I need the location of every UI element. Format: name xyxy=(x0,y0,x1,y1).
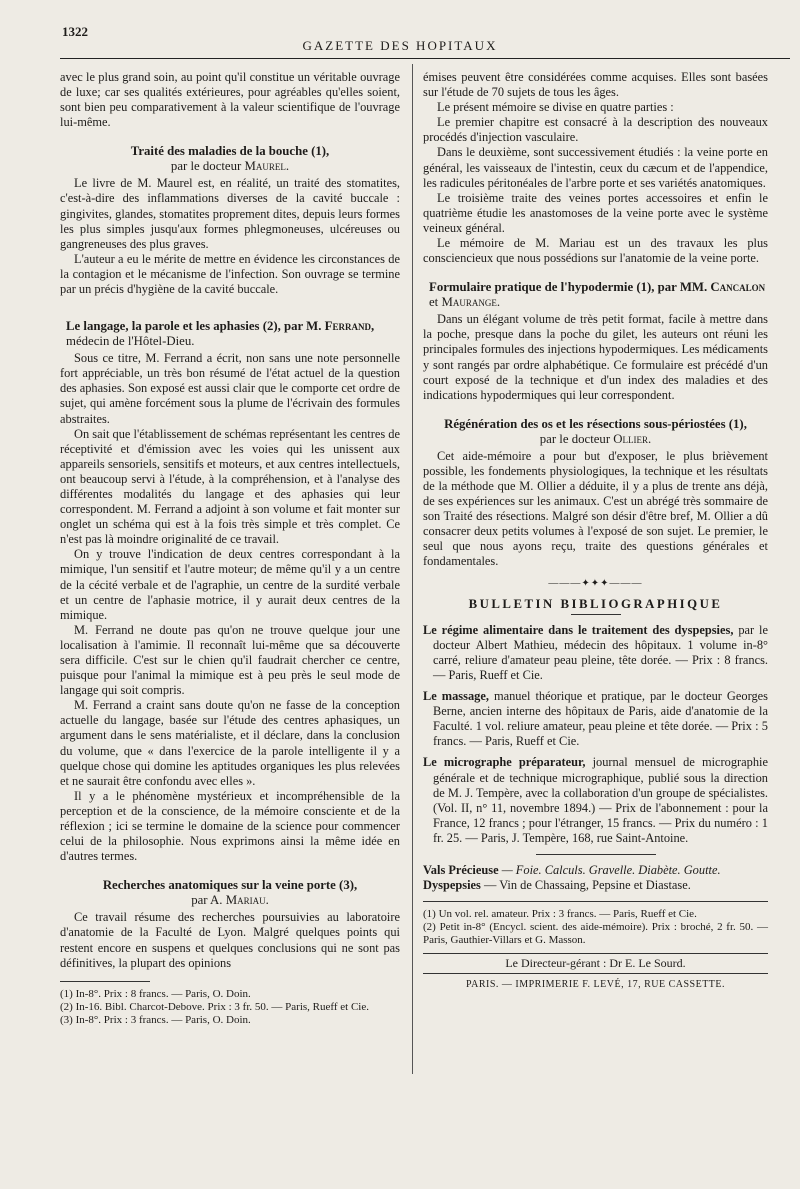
paragraph: M. Ferrand a craint sans doute qu'on ne fasse de la conception actuelle du langage, basée sur l'étude des centres aphasiques, un argument dans le sens matérialiste, et il déclare, dans la conclusion du volume, que « dans l'exercice de la parole intelligente il y a quelque chose qui domine les aptitudes organiques les plus relevées et ne saurait être confondu avec elles ». xyxy=(60,698,400,788)
author-name: Mariau xyxy=(225,893,266,908)
paragraph: Dans le deuxième, sont successivement étudiés : la veine porte en général, les vaisseaux de l'intestin, ceux du cæcum et de l'appendice, les radicules péritonéales de l'arbre porte et ses variétés anatomiques. xyxy=(423,145,768,190)
paragraph: On y trouve l'indication de deux centres correspondant à la mimique, l'un sensitif et l'autre moteur; de même qu'il y a un centre de la cécité verbale et de l'agraphie, un centre de la surdité verbale et un centre de l'aphasie motrice, il y aurait deux centres de la mimique. xyxy=(60,547,400,622)
author-name: Ferrand xyxy=(324,319,371,334)
paragraph: On sait que l'établissement de schémas représentant les centres de réceptivité et d'émission avec les voies qui les unissent aux appareils sensoriels, sensitifs et moteurs, et aux centres intellectuels, ont beaucoup servi à l'étude, à la compréhension, et à l'analyse des différentes modalités du langage et des aphasies qui leur correspondent. M. Ferrand a adjoint à son volume et fait monter sur onglet un schéma qui est à la fois très simple et très complet. Ce n'est pas là moindre originalité de ce travail. xyxy=(60,426,400,547)
bulletin-rule xyxy=(571,614,621,615)
paragraph: Dans un élégant volume de très petit format, facile à mettre dans la poche, presque dans la poche du gilet, les auteurs ont réuni les principales formules des injections hypodermiques. Les médicaments y sont rangés par ordre alphabétique. Ce formulaire est précédé d'un court exposé de la technique et d'un index des maladies et des indications hypodermiques qui leur correspondent. xyxy=(423,312,768,402)
advertisement-line: Vals Précieuse — Foie. Calculs. Gravelle. Diabète. Goutte. xyxy=(423,863,721,878)
paragraph: Le troisième traite des veines portes accessoires et enfin le quatrième étudie les anastomoses de la veine porte avec le système veineux général. xyxy=(423,190,768,235)
author-name: Ollier xyxy=(613,431,649,446)
running-title: GAZETTE DES HOPITAUX xyxy=(302,38,498,53)
bulletin-title: BULLETIN BIBLIOGRAPHIQUE xyxy=(468,596,723,611)
footnote: (2) Petit in-8° (Encycl. scient. des aide-mémoire). Prix : broché, 2 fr. 50. — Paris, Gauthier-Villars et G. Masson. xyxy=(423,921,768,947)
section-heading-bouche: Traité des maladies de la bouche (1), par le docteur Maurel. xyxy=(130,144,330,174)
footnote: (2) In-16. Bibl. Charcot-Debove. Prix : 3 fr. 50. — Paris, Rueff et Cie. xyxy=(60,1000,369,1013)
director-signature: Le Directeur-gérant : Dr E. Le Sourd. xyxy=(423,953,768,974)
left-footnotes xyxy=(60,988,400,1027)
section-heading-langage: Le langage, la parole et les aphasies (2), par M. Ferrand, médecin de l'Hôtel-Dieu. xyxy=(66,319,375,349)
footnote: (1) In-8°. Prix : 8 francs. — Paris, O. Doin. xyxy=(60,987,251,1000)
paragraph: Il y a le phénomène mystérieux et incompréhensible de la perception et de la conscience, de la mémoire consciente et de la réflexion ; ici se termine le domaine de la science pour commencer celui de la philosophie. Nous exprimons ainsi la même idée en d'autres termes. xyxy=(60,788,400,864)
right-footnotes xyxy=(423,908,768,947)
ornament-divider: ———✦✦✦——— xyxy=(548,577,643,589)
author-name: Maurange xyxy=(441,295,497,310)
bibliography-entry: Le micrographe préparateur, journal mensuel de micrographie générale et de technique micrographique, publié sous la direction de M. J. Tempère, avec la collaboration d'un groupe de spécialistes. (Vol. II, n° 11, novembre 1894.) — Prix de l'abonnement : pour la France, 12 francs ; pour l'étranger, 15 francs. — Prix du numéro : 1 fr. 25. — Paris, J. Tempère, 168, rue Saint-Antoine. xyxy=(423,755,768,845)
left-intro: avec le plus grand soin, au point qu'il constitue un véritable ouvrage de luxe; car ses qualités extérieures, pour agréables qu'elles soient, sont bien peu comparativement à la valeur scientifique de l'ouvrage lui-même. xyxy=(60,70,400,130)
footnote-rule xyxy=(60,981,150,982)
printer-imprint: PARIS. — IMPRIMERIE F. LEVÉ, 17, RUE CASSETTE. xyxy=(465,979,726,991)
author-name: Maurel xyxy=(244,159,286,174)
footnote: (3) In-8°. Prix : 3 francs. — Paris, O. Doin. xyxy=(60,1013,251,1026)
paragraph: Ce travail résume des recherches poursuivies au laboratoire d'anatomie de la Faculté de Lyon. Malgré quelques points qui restent encore en suspens et quelques conclusions qui ne sont pas définitives, la plupart des opinions xyxy=(60,910,400,970)
ad-rule xyxy=(536,854,656,855)
column-divider xyxy=(412,64,413,1074)
bibliography-entry: Le massage, manuel théorique et pratique, par le docteur Georges Berne, ancien interne des hôpitaux de Paris, aide d'anatomie de la Faculté. 1 vol. reliure amateur, peau pleine et tête dorée. — Prix : 5 francs. — Paris, Rueff et Cie. xyxy=(423,689,768,749)
paragraph: Le livre de M. Maurel est, en réalité, un traité des stomatites, c'est-à-dire des inflammations diverses de la cavité buccale : gingivites, glandes, stomatites proprement dites, depuis leurs formes les plus simples jusqu'aux formes phlegmoneuses, ulcéreuses ou gangreneuses des plus graves. xyxy=(60,176,400,251)
footnote: (1) Un vol. rel. amateur. Prix : 3 francs. — Paris, Rueff et Cie. xyxy=(423,908,697,921)
paragraph: Le premier chapitre est consacré à la description des nouveaux procédés d'injection vasculaire. xyxy=(423,115,768,145)
author-name: Cancalon xyxy=(710,280,766,295)
paragraph: Sous ce titre, M. Ferrand a écrit, non sans une note personnelle fort appréciable, un très bon résumé de l'état actuel de la question des aphasies. Son exposé est aussi clair que le comporte cet ordre de sujet, qui amène forcément sous la plume de l'écrivain des formules abstraites. xyxy=(60,351,400,426)
section-heading-hypodermie: Formulaire pratique de l'hypodermie (1), par MM. Cancalon et Maurange. xyxy=(429,280,766,310)
paragraph: M. Ferrand ne doute pas qu'on ne trouve quelque jour une localisation à l'amimie. Il reconnaît lui-même que sa découverte sera difficile. C'est sur le chien qu'il faudrait chercher ce centre, puisque pour l'animal la mimique est à peu près le seul mode de langage qui soit compris. xyxy=(60,622,400,698)
right-column xyxy=(423,70,768,992)
paragraph: Le mémoire de M. Mariau est un des travaux les plus consciencieux que nous possédions sur l'anatomie de la veine porte. xyxy=(423,236,768,266)
bibliography-entry: Le régime alimentaire dans le traitement des dyspepsies, par le docteur Albert Mathieu, médecin des hôpitaux. 1 volume in-8° carré, reliure d'amateur peau pleine, tête dorée. — Prix : 8 francs. — Paris, Rueff et Cie. xyxy=(423,622,768,682)
paragraph: Cet aide-mémoire a pour but d'exposer, le plus brièvement possible, les fondements physiologiques, la technique et les résultats de la méthode que M. Ollier a déduite, il y a plus de trente ans déjà, de ses expériences sur les animaux. C'est un abrégé très sommaire de son Traité des résections. Malgré son désir d'être bref, M. Ollier a dû consacrer deux petits volumes à l'exposé de son sujet. Le premier, le seul que nous ayons reçu, traite des questions générales et fondamentales. xyxy=(423,448,768,569)
paragraph: Le présent mémoire se divise en quatre parties : xyxy=(437,100,674,115)
section-heading-veine-porte: Recherches anatomiques sur la veine porte (3), par A. Mariau. xyxy=(102,878,358,908)
paragraph: L'auteur a eu le mérite de mettre en évidence les circonstances de la contagion et le mécanisme de l'infection. Son ouvrage se termine par un précis d'hygiène de la cavité buccale. xyxy=(60,251,400,297)
header-rule xyxy=(60,58,790,59)
left-column xyxy=(60,70,400,1027)
page-number: 1322 xyxy=(62,24,88,39)
footnote-rule xyxy=(423,901,768,902)
section-heading-regeneration: Régénération des os et les résections sous-périostées (1), par le docteur Ollier. xyxy=(444,416,747,446)
advertisement-line: Dyspepsies — Vin de Chassaing, Pepsine et Diastase. xyxy=(423,878,691,893)
paragraph: émises peuvent être considérées comme acquises. Elles sont basées sur l'étude de 70 sujets de tous les âges. xyxy=(423,70,768,100)
